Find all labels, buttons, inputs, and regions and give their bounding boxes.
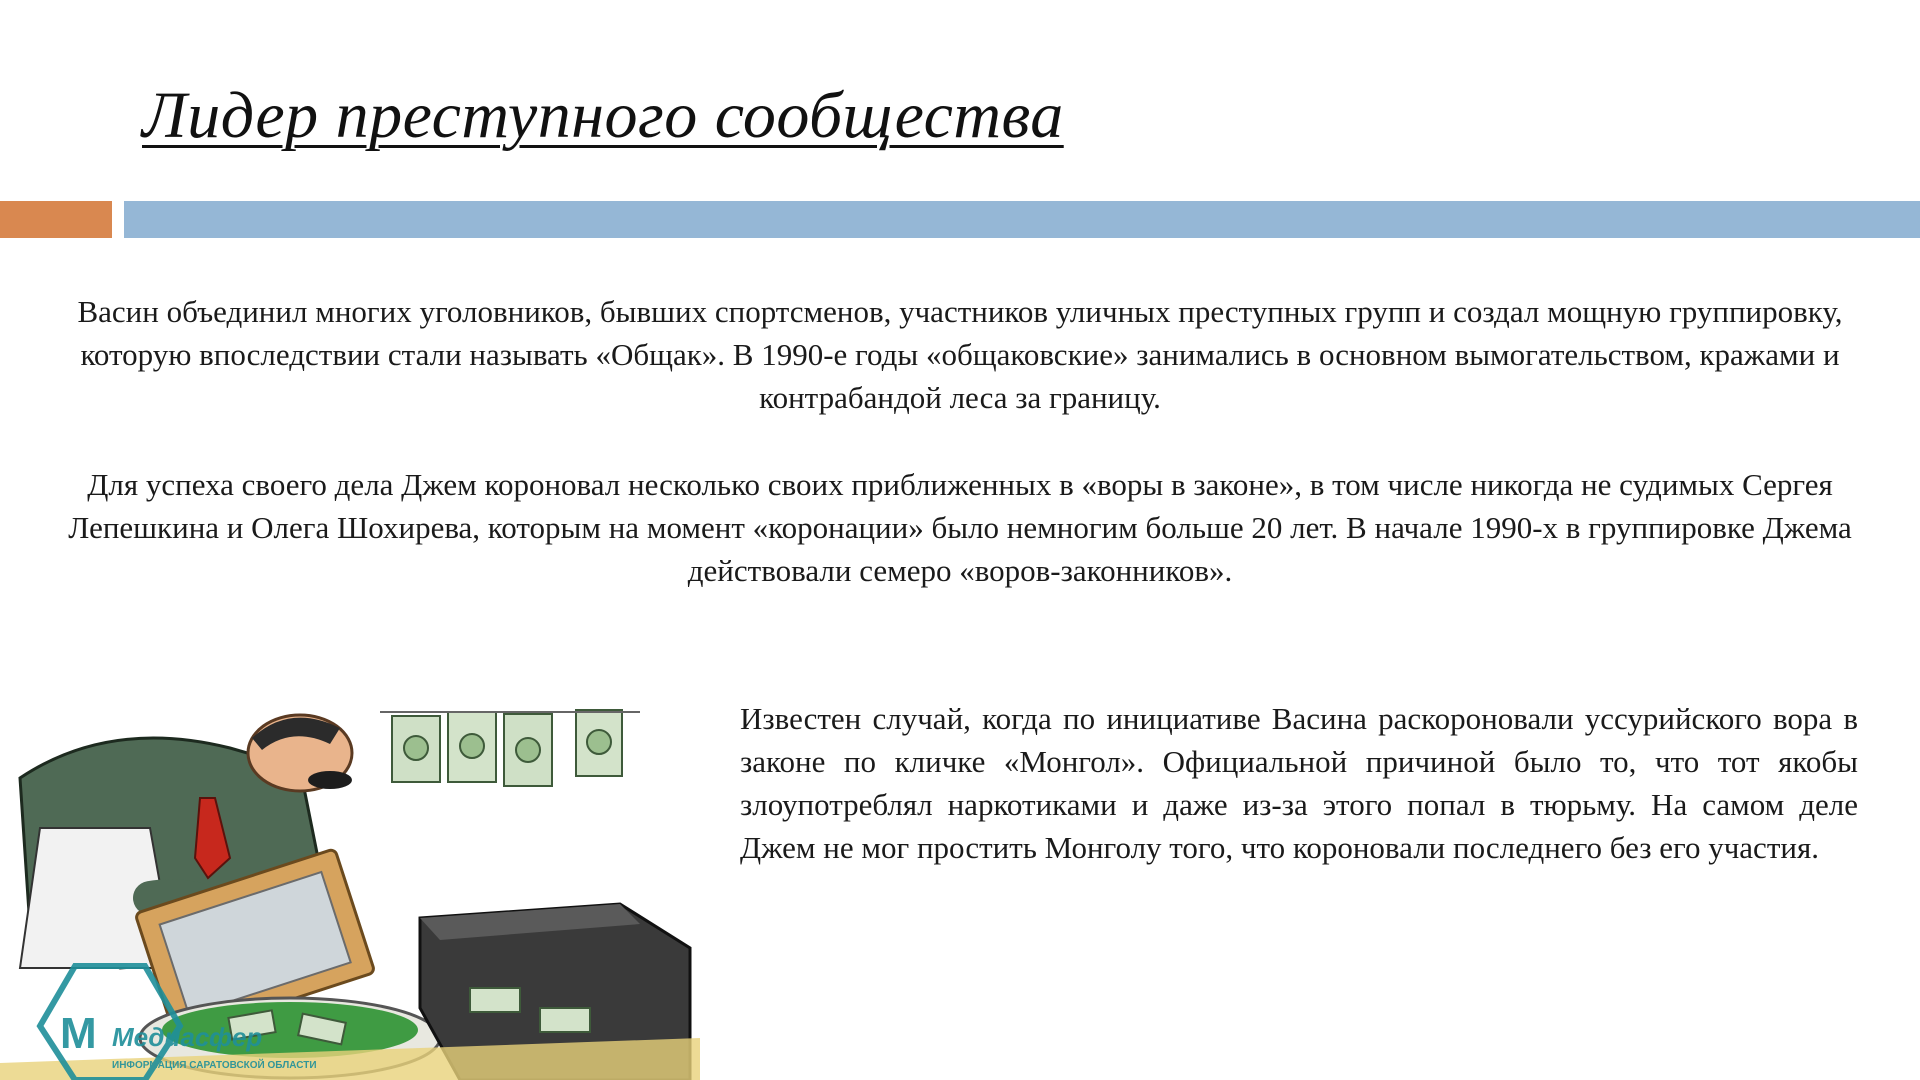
money-laundering-cartoon: [0, 708, 700, 1080]
paragraph-mongol: Известен случай, когда по инициативе Васина раскороновали уссурийского вора в законе по кличке «Монгол». Официальной причиной было то, что тот якобы злоупотреблял наркотиками и даже из-за этого попал в тюрьму. На самом деле Джем не мог простить Монголу того, что короновали последнего без его участия.: [740, 701, 1858, 865]
paragraph-obshchak: Васин объединил многих уголовников, бывших спортсменов, участников уличных преступных групп и создал мощную группировку, которую впоследствии стали называть «Общак». В 1990-е годы «общаковские» занимались в основном вымогательством, кражами и контрабандой леса за границу.: [77, 294, 1843, 415]
watermark-tagline: ИНФОРМАЦИЯ САРАТОВСКОЙ ОБЛАСТИ: [112, 1060, 317, 1071]
slide-title: Лидер преступного сообщества: [142, 79, 1064, 152]
paragraph-coronation: Для успеха своего дела Джем короновал несколько своих приближенных в «воры в законе», в том числе никогда не судимых Сергея Лепешкина и Олега Шохирева, которым на момент «коронации» было немногим больше 20 лет. В начале 1990-х в группировке Джема действовали семеро «воров-законников».: [68, 467, 1852, 588]
watermark-logo-text: Медиасфер: [112, 1022, 263, 1052]
accent-bar-blue: [124, 201, 1920, 238]
hanging-banknotes: [380, 710, 640, 786]
accent-bar-orange: [0, 201, 112, 238]
svg-text:M: M: [60, 1009, 97, 1058]
